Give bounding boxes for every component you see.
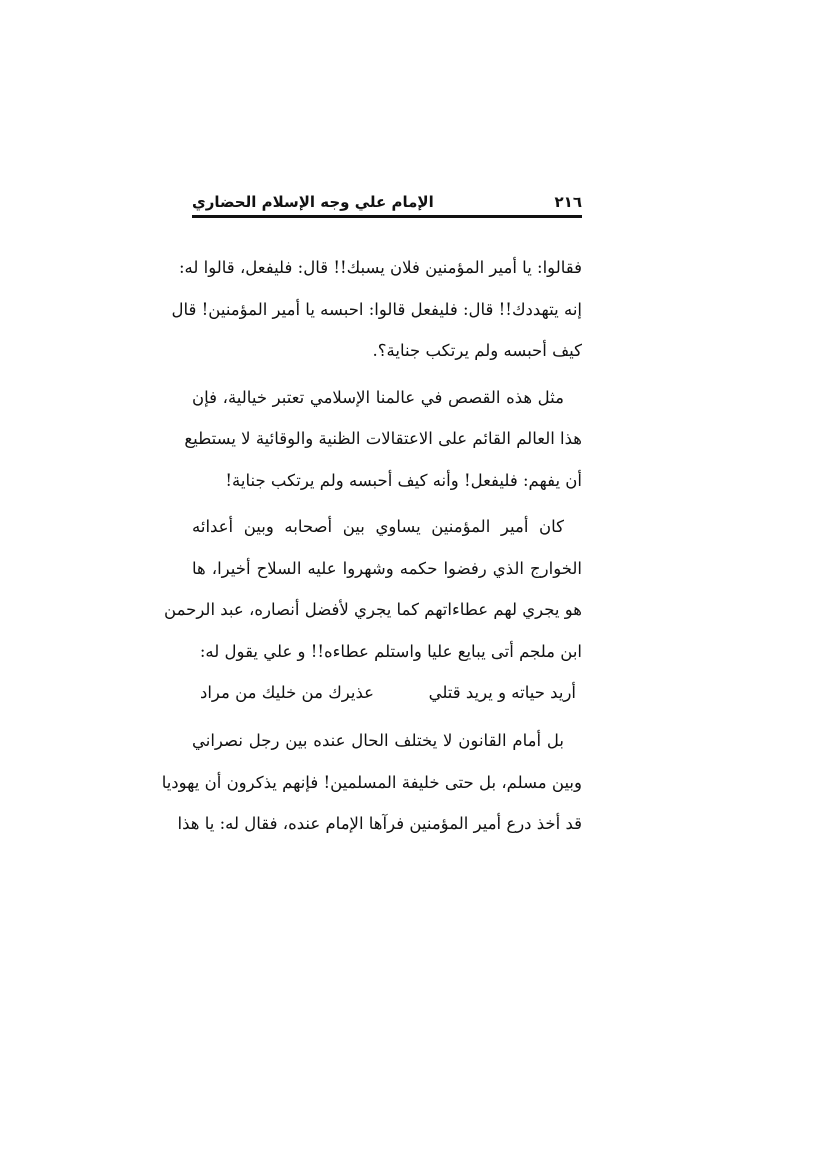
text-line: مثل هذه القصص في عالمنا الإسلامي تعتبر خيالية، فإن bbox=[192, 387, 564, 407]
page-number: ٢١٦ bbox=[554, 193, 582, 211]
verse-first-hemistich: أريد حياته و يريد قتلي bbox=[428, 683, 576, 702]
text-line: الخوارج الذي رفضوا حكمه وشهروا عليه السلاح أخيرا، ها bbox=[192, 558, 582, 578]
text-line: ابن ملجم أتى يبايع عليا واستلم عطاءه!! و علي يقول له: bbox=[199, 641, 582, 661]
text-line: قد أخذ درع أمير المؤمنين فرآها الإمام عنده، فقال له: يا هذا bbox=[177, 814, 582, 833]
paragraph bbox=[171, 253, 582, 378]
text-line: بل أمام القانون لا يختلف الحال عنده بين رجل نصراني bbox=[192, 731, 564, 750]
page-body bbox=[161, 253, 582, 851]
text-line: كيف أحبسه ولم يرتكب جناية؟. bbox=[372, 341, 582, 360]
page-header bbox=[192, 193, 582, 218]
text-line: إنه يتهددك!! قال: فليفعل قالوا: احبسه يا أمير المؤمنين! قال bbox=[171, 299, 582, 319]
text-line: كان أمير المؤمنين يساوي بين أصحابه وبين أعدائه bbox=[192, 517, 564, 536]
verse-second-hemistich: عذيرك من خليك من مراد bbox=[200, 683, 374, 702]
paragraph bbox=[161, 726, 582, 851]
text-line: هو يجري لهم عطاءاتهم كما يجري لأفضل أنصاره، عبد الرحمن bbox=[164, 600, 582, 619]
paragraph bbox=[164, 512, 582, 678]
text-line: أن يفهم: فليفعل! وأنه كيف أحبسه ولم يرتكب جناية! bbox=[225, 470, 582, 490]
poetry-verse bbox=[192, 678, 582, 726]
running-title: الإمام علي وجه الإسلام الحضاري bbox=[192, 193, 434, 211]
paragraph bbox=[184, 383, 582, 508]
text-line: فقالوا: يا أمير المؤمنين فلان يسبك!! قال: فليفعل، قالوا له: bbox=[178, 258, 582, 277]
text-line: وبين مسلم، بل حتى خليفة المسلمين! فإنهم يذكرون أن يهوديا bbox=[161, 772, 582, 792]
text-line: هذا العالم القائم على الاعتقالات الظنية والوقائية لا يستطيع bbox=[184, 429, 582, 448]
